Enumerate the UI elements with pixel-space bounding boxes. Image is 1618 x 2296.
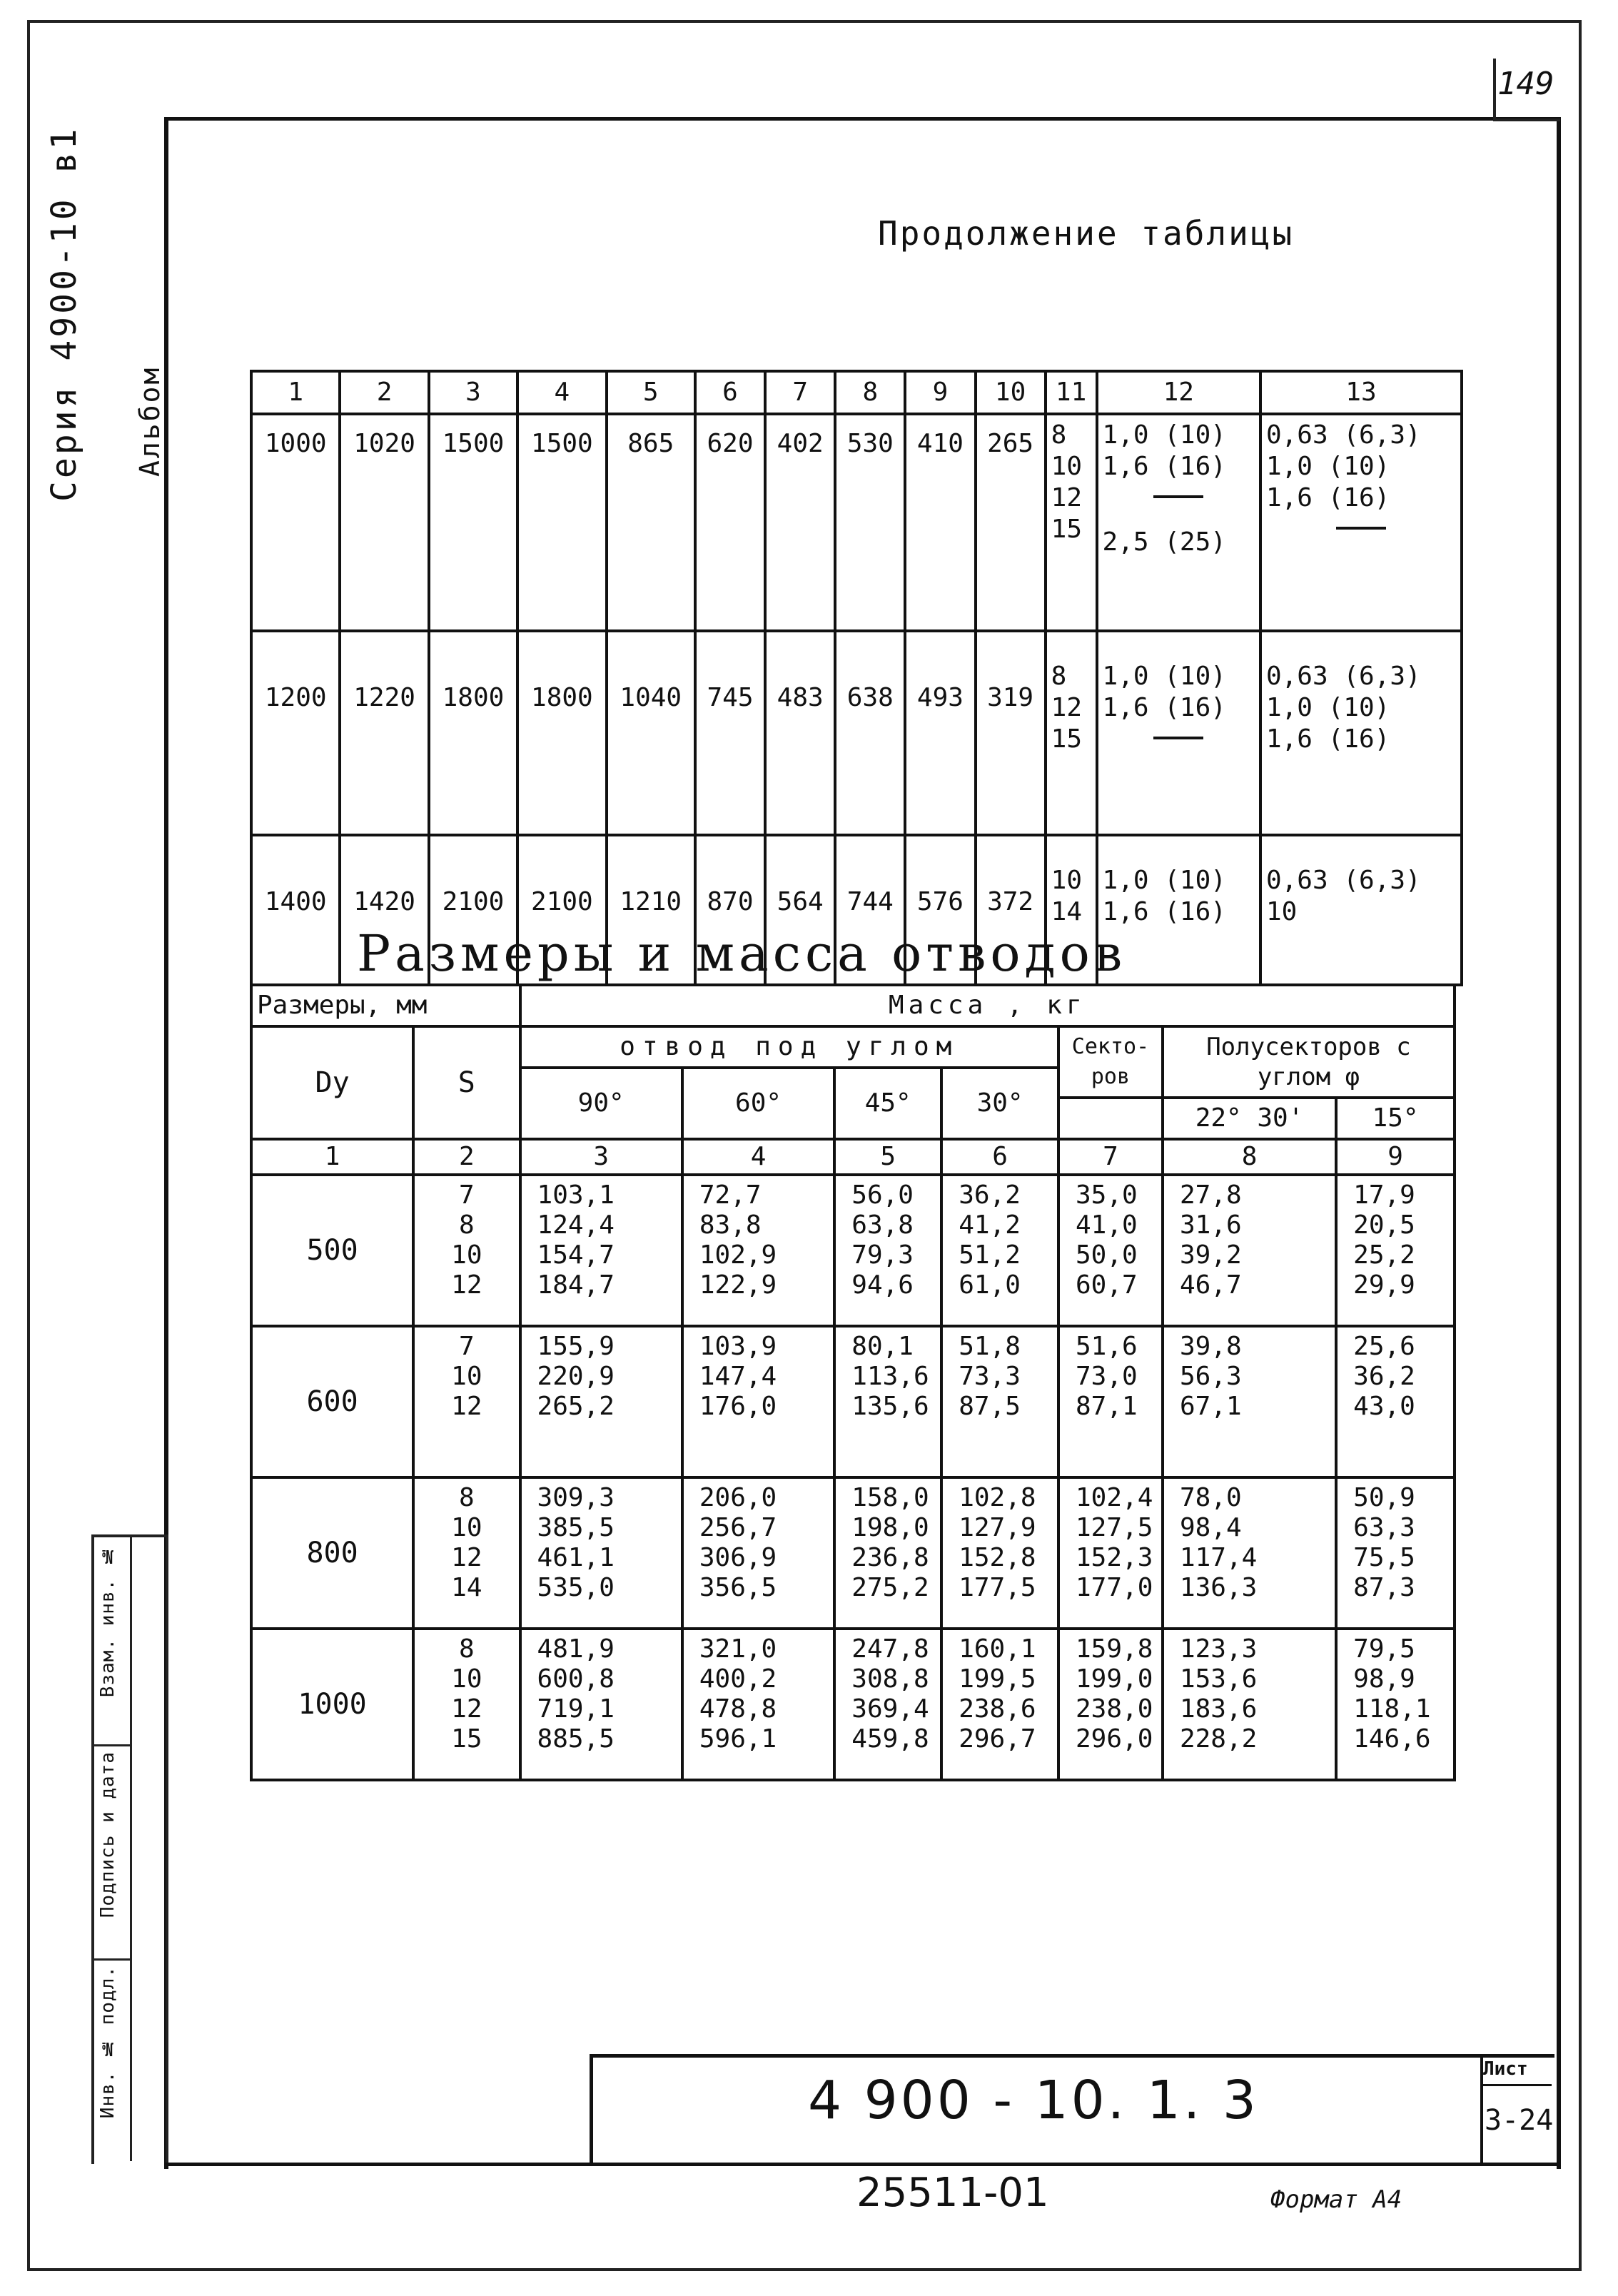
cell-line: 79,3 bbox=[851, 1240, 914, 1270]
table-row-group bbox=[251, 1175, 1455, 1326]
dy-value: 1000 bbox=[251, 1629, 413, 1780]
table-cell-multiline bbox=[1046, 631, 1097, 835]
cell-line: 478,8 bbox=[699, 1694, 777, 1724]
values-hs15 bbox=[1336, 1175, 1455, 1326]
values-m45 bbox=[834, 1175, 941, 1326]
cell-line: 29,9 bbox=[1353, 1270, 1415, 1300]
cell-line: 135,6 bbox=[851, 1392, 929, 1421]
cell-line: 102,8 bbox=[959, 1483, 1036, 1512]
table-cell: 402 bbox=[765, 414, 835, 631]
values-m60 bbox=[682, 1477, 834, 1629]
values-s bbox=[413, 1477, 520, 1629]
cell-line: 10 bbox=[1265, 897, 1298, 926]
table-row-group bbox=[251, 1326, 1455, 1477]
cell-line: 0,63 (6,3) bbox=[1265, 866, 1421, 895]
cell-line: 309,3 bbox=[537, 1483, 615, 1512]
column-number: 7 bbox=[765, 371, 835, 414]
cell-line: 0,63 (6,3) bbox=[1265, 662, 1421, 691]
sheet-divider bbox=[1480, 2084, 1552, 2086]
column-number: 5 bbox=[607, 371, 695, 414]
cell-line: 10 bbox=[451, 1664, 482, 1694]
cell-line: 14 bbox=[1051, 897, 1083, 926]
cell-line: 10 bbox=[1051, 866, 1083, 895]
cell-line: 63,3 bbox=[1353, 1513, 1415, 1542]
values-sec bbox=[1058, 1477, 1163, 1629]
cell-line: 46,7 bbox=[1179, 1270, 1242, 1300]
page-number: 149 bbox=[1497, 66, 1554, 102]
cell-line: 1,6 (16) bbox=[1265, 724, 1390, 754]
cell-line: 238,0 bbox=[1076, 1694, 1153, 1724]
cell-line: 296,7 bbox=[959, 1724, 1036, 1754]
cell-line: 127,5 bbox=[1076, 1513, 1153, 1542]
cell-line: 10 bbox=[451, 1240, 482, 1270]
column-number: 6 bbox=[941, 1139, 1058, 1175]
table-cell: 1200 bbox=[251, 631, 340, 835]
cell-line: 152,8 bbox=[959, 1543, 1036, 1572]
column-number: 10 bbox=[976, 371, 1046, 414]
cell-line: 12 bbox=[451, 1543, 482, 1572]
cell-line: 113,6 bbox=[851, 1362, 929, 1391]
values-m45 bbox=[834, 1477, 941, 1629]
cell-line: 176,0 bbox=[699, 1392, 777, 1421]
sheet-number: 3-24 bbox=[1485, 2104, 1554, 2137]
cell-line: 51,8 bbox=[959, 1332, 1021, 1361]
cell-line: 12 bbox=[1051, 483, 1083, 512]
cell-line: 25,2 bbox=[1353, 1240, 1415, 1270]
header-half-angle-15: 15° bbox=[1336, 1098, 1455, 1139]
cell-line: 220,9 bbox=[537, 1362, 615, 1391]
table-cell: 530 bbox=[835, 414, 905, 631]
dash-line bbox=[1103, 737, 1255, 768]
header-bend-angle: отвод под углом bbox=[520, 1026, 1058, 1068]
cell-line: 885,5 bbox=[537, 1724, 615, 1754]
column-number: 13 bbox=[1260, 371, 1462, 414]
cell-line: 124,4 bbox=[537, 1210, 615, 1240]
column-number: 6 bbox=[695, 371, 765, 414]
values-s bbox=[413, 1175, 520, 1326]
stamp-divider bbox=[130, 1537, 132, 2161]
table-cell: 1040 bbox=[607, 631, 695, 835]
cell-line: 41,2 bbox=[959, 1210, 1021, 1240]
column-number: 9 bbox=[1336, 1139, 1455, 1175]
values-m30 bbox=[941, 1175, 1058, 1326]
cell-line: 102,9 bbox=[699, 1240, 777, 1270]
values-m45 bbox=[834, 1326, 941, 1477]
cell-line: 199,0 bbox=[1076, 1664, 1153, 1694]
table-cell: 870 bbox=[695, 835, 765, 985]
cell-line: 256,7 bbox=[699, 1513, 777, 1542]
cell-line: 63,8 bbox=[851, 1210, 914, 1240]
cell-line: 184,7 bbox=[537, 1270, 615, 1300]
dash-line bbox=[1266, 527, 1456, 558]
table-cell: 1210 bbox=[607, 835, 695, 985]
cell-line: 12 bbox=[451, 1694, 482, 1724]
values-m90 bbox=[520, 1629, 682, 1780]
cell-line: 56,3 bbox=[1179, 1362, 1242, 1391]
cell-line: 385,5 bbox=[537, 1513, 615, 1542]
cell-line: 199,5 bbox=[959, 1664, 1036, 1694]
cell-line: 400,2 bbox=[699, 1664, 777, 1694]
table-cell: 1400 bbox=[251, 835, 340, 985]
cell-line: 160,1 bbox=[959, 1634, 1036, 1664]
column-number: 11 bbox=[1046, 371, 1097, 414]
cell-line: 1,0 (10) bbox=[1265, 452, 1390, 481]
cell-line: 67,1 bbox=[1179, 1392, 1242, 1421]
cell-line: 60,7 bbox=[1076, 1270, 1138, 1300]
cell-line: 10 bbox=[451, 1513, 482, 1542]
table-cell: 1020 bbox=[340, 414, 428, 631]
cell-line: 1,0 (10) bbox=[1102, 662, 1226, 691]
cell-line: 177,0 bbox=[1076, 1573, 1153, 1602]
table-row-group bbox=[251, 1629, 1455, 1780]
cell-line: 39,8 bbox=[1179, 1332, 1242, 1361]
dash-mark bbox=[1153, 737, 1203, 739]
values-m30 bbox=[941, 1477, 1058, 1629]
table-cell: 638 bbox=[835, 631, 905, 835]
stamp-signature-label: Подпись и дата bbox=[97, 1751, 118, 1918]
table-cell: 1500 bbox=[517, 414, 606, 631]
cell-line: 596,1 bbox=[699, 1724, 777, 1754]
cell-line: 481,9 bbox=[537, 1634, 615, 1664]
values-s bbox=[413, 1629, 520, 1780]
cell-line: 61,0 bbox=[959, 1270, 1021, 1300]
dy-value: 800 bbox=[251, 1477, 413, 1629]
frame-bottom-line bbox=[164, 2163, 1557, 2166]
section-title: Размеры и масса отводов bbox=[357, 924, 1127, 983]
table-cell: 319 bbox=[976, 631, 1046, 835]
cell-line: 83,8 bbox=[699, 1210, 762, 1240]
header-angle-45: 45° bbox=[834, 1068, 941, 1139]
cell-line: 7 bbox=[459, 1180, 475, 1210]
cell-line: 73,0 bbox=[1076, 1362, 1138, 1391]
values-m45 bbox=[834, 1629, 941, 1780]
cell-line: 12 bbox=[451, 1270, 482, 1300]
table-cell: 620 bbox=[695, 414, 765, 631]
cell-line: 51,2 bbox=[959, 1240, 1021, 1270]
cell-line: 155,9 bbox=[537, 1332, 615, 1361]
table-cell: 1800 bbox=[429, 631, 517, 835]
cell-line: 177,5 bbox=[959, 1573, 1036, 1602]
values-m60 bbox=[682, 1175, 834, 1326]
archive-number: 25511-01 bbox=[856, 2170, 1049, 2216]
values-hs22 bbox=[1163, 1326, 1336, 1477]
header-s: S bbox=[413, 1026, 520, 1139]
values-m30 bbox=[941, 1629, 1058, 1780]
cell-line: 321,0 bbox=[699, 1634, 777, 1664]
table-row bbox=[251, 414, 1462, 631]
values-hs22 bbox=[1163, 1175, 1336, 1326]
cell-line: 2,5 (25) bbox=[1102, 527, 1226, 557]
cell-line: 87,3 bbox=[1353, 1573, 1415, 1602]
cell-line: 147,4 bbox=[699, 1362, 777, 1391]
cell-line: 73,3 bbox=[959, 1362, 1021, 1391]
cell-line: 535,0 bbox=[537, 1573, 615, 1602]
cell-line: 600,8 bbox=[537, 1664, 615, 1694]
table-row-group bbox=[251, 1477, 1455, 1629]
cell-line: 12 bbox=[1051, 693, 1083, 722]
approval-stamp-strip bbox=[91, 1534, 168, 2164]
paper-format: Формат А4 bbox=[1270, 2185, 1402, 2214]
table-cell: 372 bbox=[976, 835, 1046, 985]
table-cell-multiline bbox=[1046, 414, 1097, 631]
table-cell: 265 bbox=[976, 414, 1046, 631]
cell-line: 0,63 (6,3) bbox=[1265, 420, 1421, 450]
table-header-row bbox=[251, 371, 1462, 414]
cell-line: 15 bbox=[451, 1724, 482, 1754]
cell-line: 117,4 bbox=[1179, 1543, 1258, 1572]
cell-line: 72,7 bbox=[699, 1180, 762, 1210]
table-cell: 576 bbox=[905, 835, 975, 985]
table-cell: 564 bbox=[765, 835, 835, 985]
cell-line: 43,0 bbox=[1353, 1392, 1415, 1421]
cell-line: 123,3 bbox=[1179, 1634, 1258, 1664]
cell-line: 719,1 bbox=[537, 1694, 615, 1724]
cell-line: 79,5 bbox=[1353, 1634, 1415, 1664]
cell-line: 1,6 (16) bbox=[1265, 483, 1390, 512]
cell-line: 17,9 bbox=[1353, 1180, 1415, 1210]
values-sec bbox=[1058, 1629, 1163, 1780]
cell-line: 183,6 bbox=[1179, 1694, 1258, 1724]
dash-mark bbox=[1336, 527, 1386, 530]
cell-line: 122,9 bbox=[699, 1270, 777, 1300]
cell-line: 7 bbox=[459, 1332, 475, 1361]
cell-line: 8 bbox=[459, 1210, 475, 1240]
stamp-cell-replacement bbox=[94, 1537, 130, 1746]
values-hs15 bbox=[1336, 1477, 1455, 1629]
table-cell: 1220 bbox=[340, 631, 428, 835]
cell-line: 1,6 (16) bbox=[1102, 897, 1226, 926]
cell-line: 103,9 bbox=[699, 1332, 777, 1361]
table-cell: 1000 bbox=[251, 414, 340, 631]
header-angle-90: 90° bbox=[520, 1068, 682, 1139]
cell-line: 10 bbox=[1051, 452, 1083, 481]
header-angle-60: 60° bbox=[682, 1068, 834, 1139]
continuation-table bbox=[250, 370, 1463, 986]
album-label: Альбом bbox=[134, 365, 166, 477]
values-sec bbox=[1058, 1326, 1163, 1477]
cell-line: 1,6 (16) bbox=[1102, 693, 1226, 722]
table-cell: 745 bbox=[695, 631, 765, 835]
column-number: 1 bbox=[251, 371, 340, 414]
table-row bbox=[251, 631, 1462, 835]
table-cell: 865 bbox=[607, 414, 695, 631]
values-hs22 bbox=[1163, 1477, 1336, 1629]
header-sectors-blank bbox=[1058, 1098, 1163, 1139]
table-cell: 744 bbox=[835, 835, 905, 985]
values-m30 bbox=[941, 1326, 1058, 1477]
continuation-title: Продолжение таблицы bbox=[878, 214, 1295, 253]
cell-line: 12 bbox=[451, 1392, 482, 1421]
cell-line: 308,8 bbox=[851, 1664, 929, 1694]
cell-line: 265,2 bbox=[537, 1392, 615, 1421]
table-cell: 2100 bbox=[429, 835, 517, 985]
column-number: 1 bbox=[251, 1139, 413, 1175]
cell-line: 27,8 bbox=[1179, 1180, 1242, 1210]
cell-line: 10 bbox=[451, 1362, 482, 1391]
column-number: 3 bbox=[520, 1139, 682, 1175]
cell-line: 306,9 bbox=[699, 1543, 777, 1572]
values-m60 bbox=[682, 1629, 834, 1780]
column-number: 4 bbox=[682, 1139, 834, 1175]
column-number: 4 bbox=[517, 371, 606, 414]
cell-line: 356,5 bbox=[699, 1573, 777, 1602]
table-cell: 1420 bbox=[340, 835, 428, 985]
cell-line: 154,7 bbox=[537, 1240, 615, 1270]
cell-line: 1,6 (16) bbox=[1102, 452, 1226, 481]
cell-line: 459,8 bbox=[851, 1724, 929, 1754]
column-number: 2 bbox=[340, 371, 428, 414]
cell-line: 228,2 bbox=[1179, 1724, 1258, 1754]
column-number: 5 bbox=[834, 1139, 941, 1175]
values-m90 bbox=[520, 1175, 682, 1326]
cell-line: 87,5 bbox=[959, 1392, 1021, 1421]
cell-line: 1,0 (10) bbox=[1102, 420, 1226, 450]
cell-line: 51,6 bbox=[1076, 1332, 1138, 1361]
column-number: 12 bbox=[1097, 371, 1260, 414]
cell-line: 296,0 bbox=[1076, 1724, 1153, 1754]
table-cell: 2100 bbox=[517, 835, 606, 985]
cell-line: 25,6 bbox=[1353, 1332, 1415, 1361]
cell-line: 369,4 bbox=[851, 1694, 929, 1724]
cell-line: 35,0 bbox=[1076, 1180, 1138, 1210]
stamp-inventory-label: Инв. № подл. bbox=[97, 1966, 118, 2119]
header-dy: Dy bbox=[251, 1026, 413, 1139]
cell-line: 158,0 bbox=[851, 1483, 929, 1512]
table-cell: 493 bbox=[905, 631, 975, 835]
cell-line: 36,2 bbox=[1353, 1362, 1415, 1391]
dash-mark bbox=[1153, 495, 1203, 498]
cell-line: 275,2 bbox=[851, 1573, 929, 1602]
cell-line: 98,9 bbox=[1353, 1664, 1415, 1694]
table-cell-multiline bbox=[1097, 631, 1260, 835]
cell-line: 118,1 bbox=[1353, 1694, 1431, 1724]
table-cell-multiline bbox=[1097, 414, 1260, 631]
cell-line: 136,3 bbox=[1179, 1573, 1258, 1602]
column-number: 9 bbox=[905, 371, 975, 414]
values-hs22 bbox=[1163, 1629, 1336, 1780]
header-sizes: Размеры, мм bbox=[251, 985, 520, 1026]
values-sec bbox=[1058, 1175, 1163, 1326]
dy-value: 600 bbox=[251, 1326, 413, 1477]
cell-line: 1,0 (10) bbox=[1265, 693, 1390, 722]
cell-line: 236,8 bbox=[851, 1543, 929, 1572]
cell-line: 31,6 bbox=[1179, 1210, 1242, 1240]
cell-line: 15 bbox=[1051, 515, 1083, 544]
values-m60 bbox=[682, 1326, 834, 1477]
cell-line: 41,0 bbox=[1076, 1210, 1138, 1240]
cell-line: 153,6 bbox=[1179, 1664, 1258, 1694]
column-number: 8 bbox=[1163, 1139, 1336, 1175]
column-number: 2 bbox=[413, 1139, 520, 1175]
cell-line: 238,6 bbox=[959, 1694, 1036, 1724]
cell-line: 20,5 bbox=[1353, 1210, 1415, 1240]
cell-line: 127,9 bbox=[959, 1513, 1036, 1542]
header-half-sectors: Полусекторов с углом φ bbox=[1163, 1026, 1455, 1098]
cell-line: 1,0 (10) bbox=[1102, 866, 1226, 895]
column-number-row bbox=[251, 1139, 1455, 1175]
mass-table bbox=[250, 983, 1456, 1781]
header-mass: Масса , кг bbox=[520, 985, 1455, 1026]
cell-line: 461,1 bbox=[537, 1543, 615, 1572]
dy-value: 500 bbox=[251, 1175, 413, 1326]
table-cell-multiline bbox=[1260, 631, 1462, 835]
table-cell-multiline bbox=[1260, 835, 1462, 985]
cell-line: 247,8 bbox=[851, 1634, 929, 1664]
stamp-cell-inventory bbox=[94, 1958, 130, 2161]
series-label: Серия 4900-10 в1 bbox=[44, 126, 84, 502]
values-s bbox=[413, 1326, 520, 1477]
header-half-angle-22-30: 22° 30' bbox=[1163, 1098, 1336, 1139]
cell-line: 50,9 bbox=[1353, 1483, 1415, 1512]
table-cell-multiline bbox=[1260, 414, 1462, 631]
cell-line: 159,8 bbox=[1076, 1634, 1153, 1664]
cell-line: 103,1 bbox=[537, 1180, 615, 1210]
cell-line: 152,3 bbox=[1076, 1543, 1153, 1572]
column-number: 3 bbox=[429, 371, 517, 414]
values-m90 bbox=[520, 1477, 682, 1629]
stamp-cell-signature bbox=[94, 1744, 130, 1961]
cell-line: 8 bbox=[459, 1634, 475, 1664]
cell-line: 8 bbox=[1051, 420, 1067, 450]
cell-line: 80,1 bbox=[851, 1332, 914, 1361]
table-cell: 1800 bbox=[517, 631, 606, 835]
document-code: 4 900 - 10. 1. 3 bbox=[807, 2070, 1259, 2131]
stamp-replacement-label: Взам. инв. № bbox=[97, 1544, 118, 1698]
cell-line: 78,0 bbox=[1179, 1483, 1242, 1512]
values-m90 bbox=[520, 1326, 682, 1477]
cell-line: 87,1 bbox=[1076, 1392, 1138, 1421]
cell-line: 94,6 bbox=[851, 1270, 914, 1300]
cell-line: 56,0 bbox=[851, 1180, 914, 1210]
table-cell: 410 bbox=[905, 414, 975, 631]
header-angle-30: 30° bbox=[941, 1068, 1058, 1139]
cell-line: 8 bbox=[459, 1483, 475, 1512]
column-number: 7 bbox=[1058, 1139, 1163, 1175]
cell-line: 198,0 bbox=[851, 1513, 929, 1542]
cell-line: 14 bbox=[451, 1573, 482, 1602]
cell-line: 36,2 bbox=[959, 1180, 1021, 1210]
column-number: 8 bbox=[835, 371, 905, 414]
values-hs15 bbox=[1336, 1326, 1455, 1477]
table-cell: 483 bbox=[765, 631, 835, 835]
cell-line: 146,6 bbox=[1353, 1724, 1431, 1754]
header-sectors: Секто-ров bbox=[1058, 1026, 1163, 1098]
dash-line bbox=[1103, 495, 1255, 527]
cell-line: 39,2 bbox=[1179, 1240, 1242, 1270]
cell-line: 98,4 bbox=[1179, 1513, 1242, 1542]
cell-line: 15 bbox=[1051, 724, 1083, 754]
values-hs15 bbox=[1336, 1629, 1455, 1780]
cell-line: 75,5 bbox=[1353, 1543, 1415, 1572]
cell-line: 50,0 bbox=[1076, 1240, 1138, 1270]
cell-line: 206,0 bbox=[699, 1483, 777, 1512]
sheet-label: Лист bbox=[1483, 2058, 1528, 2080]
table-cell: 1500 bbox=[429, 414, 517, 631]
cell-line: 8 bbox=[1051, 662, 1067, 691]
cell-line: 102,4 bbox=[1076, 1483, 1153, 1512]
